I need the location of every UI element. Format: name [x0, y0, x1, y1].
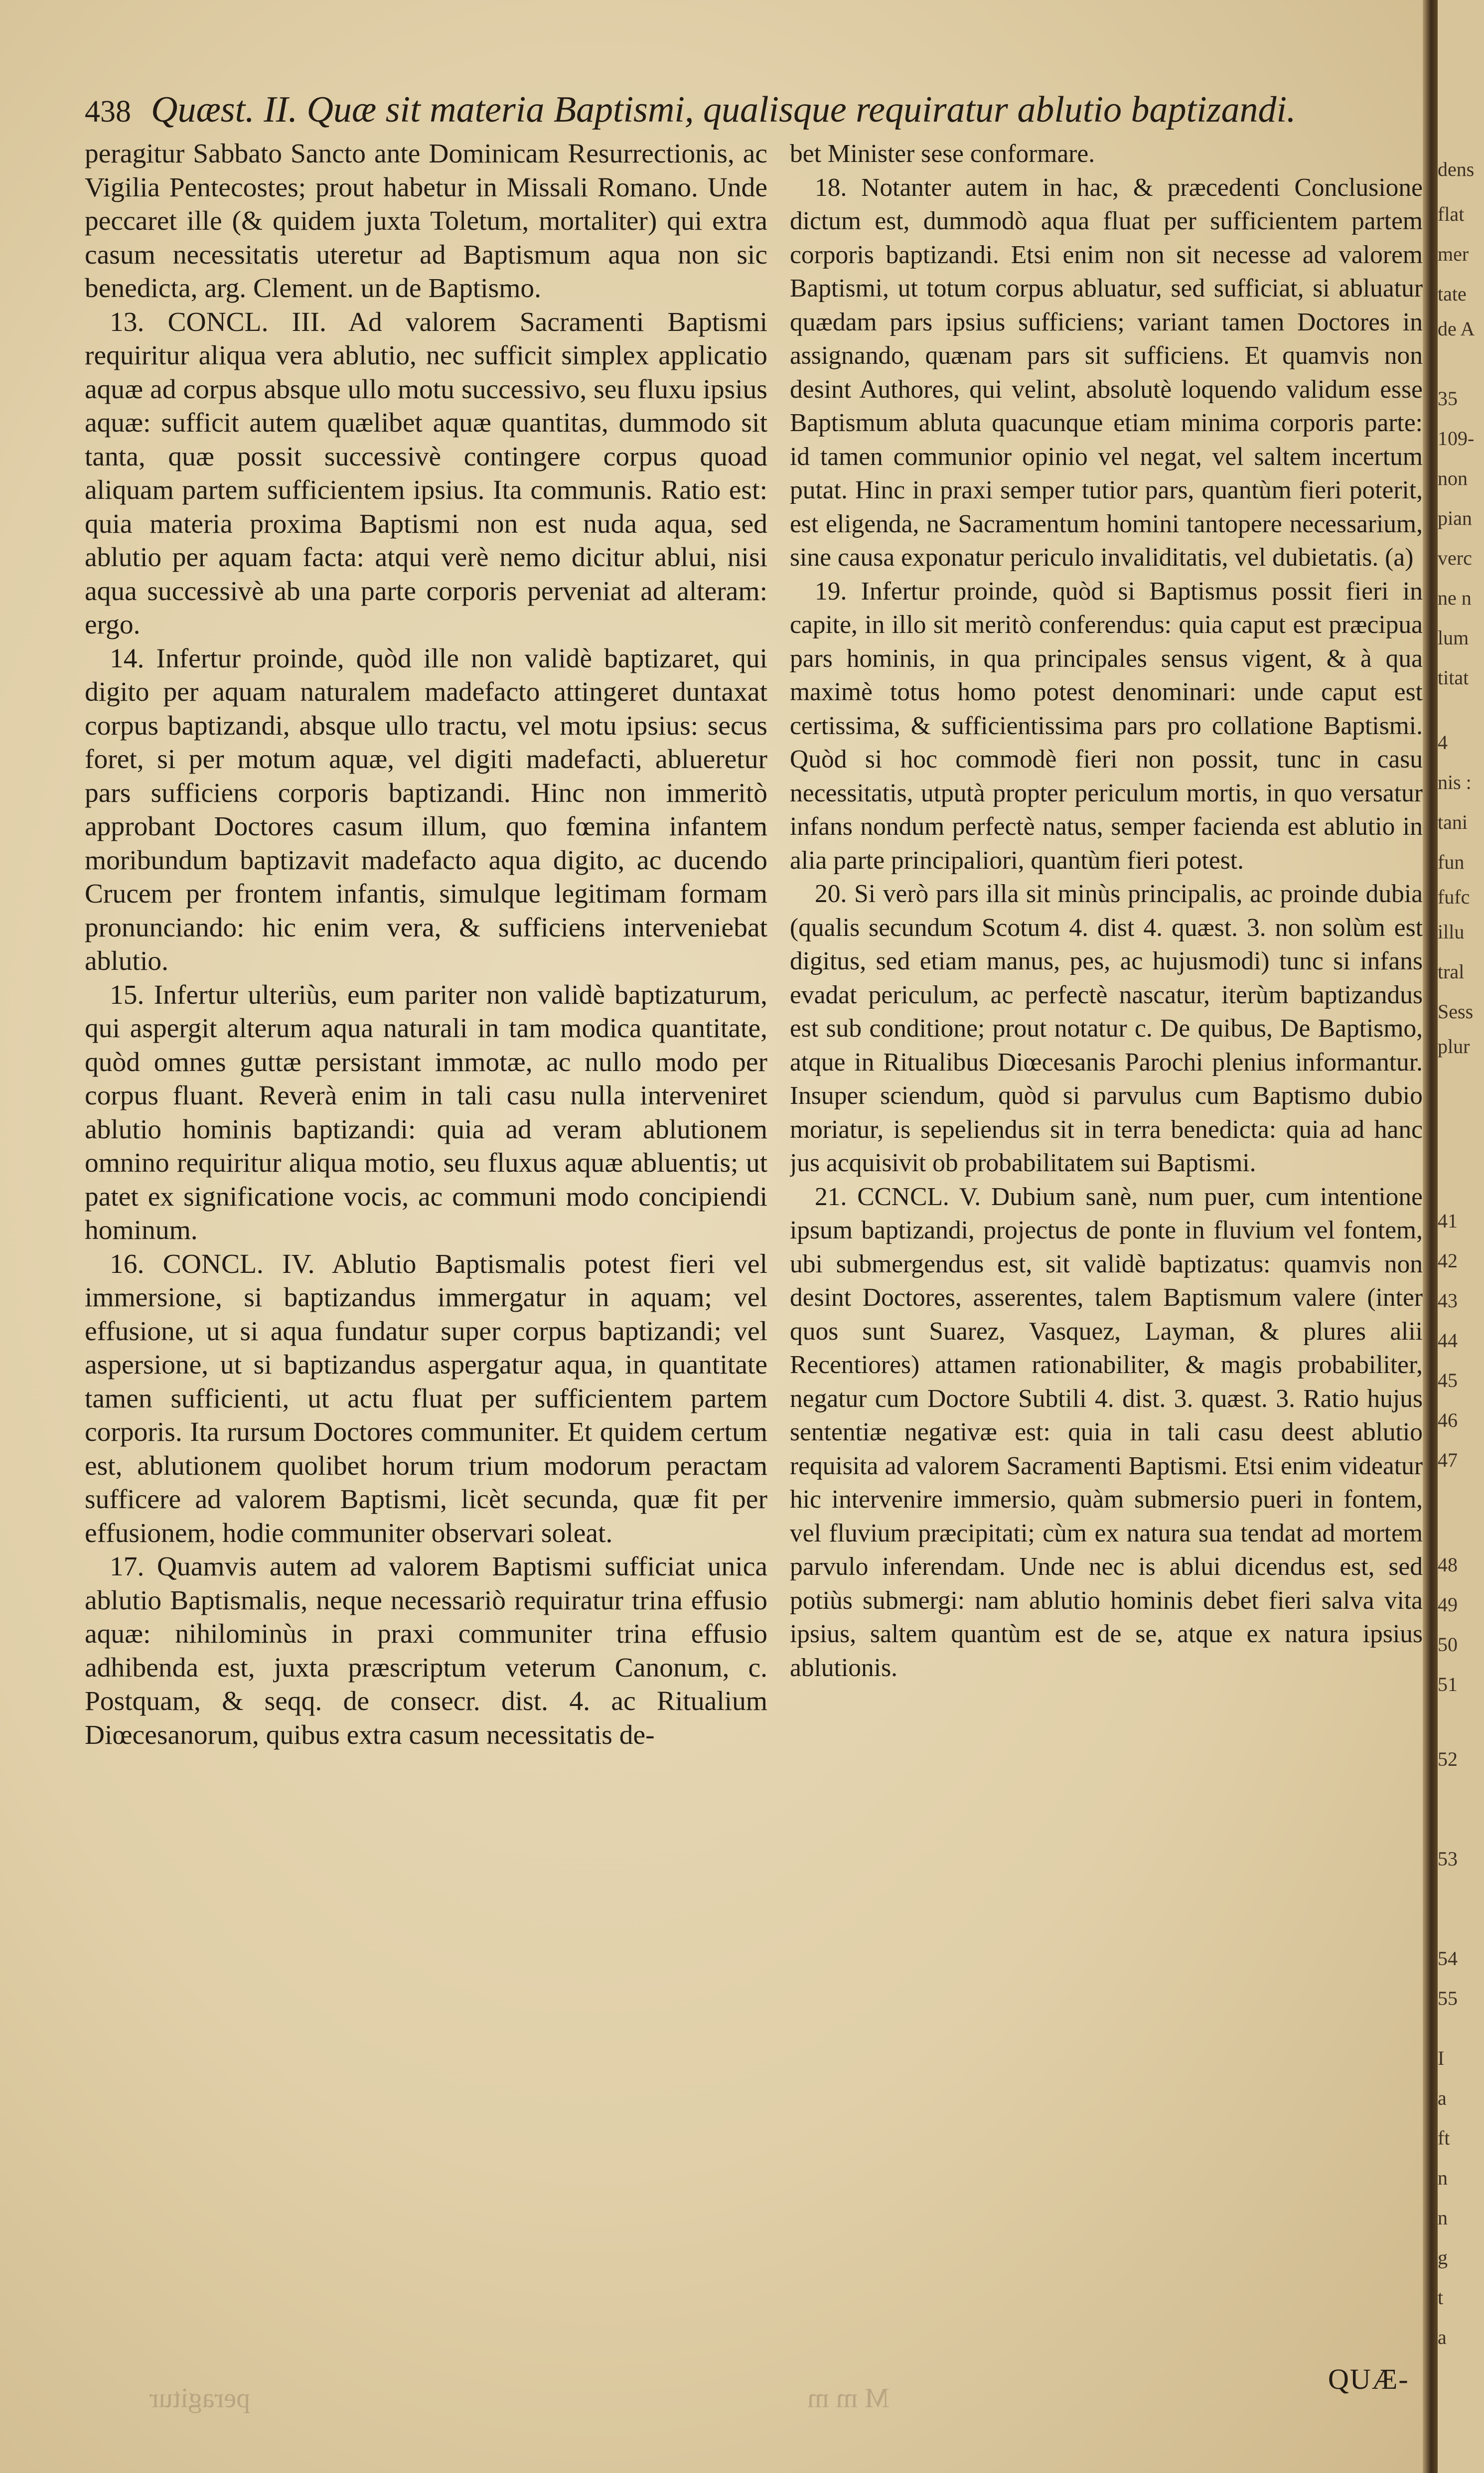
adjacent-page-fragment: plur — [1438, 1035, 1470, 1058]
left-column-paragraph: 14. Infertur proinde, quòd ille non validè baptizaret, qui digito per aquam naturalem madefacto attingeret duntaxat corpus baptizandi, absque ullo tractu, vel motu ipsius: secus foret, si per motum aquæ, vel digiti madefacti, ablueretur pars sufficiens corporis baptizandi. Hinc non immeritò approbant Doctores casum illum, quo fœmina infantem moribundum baptizavit madefacto aqua digito, ac ducendo Crucem per frontem infantis, simulque legitimam formam pronunciando: hic enim vera, & sufficiens interveniebat ablutio. — [85, 643, 767, 976]
adjacent-page-fragment: 42 — [1438, 1249, 1458, 1272]
adjacent-page-fragment: 53 — [1438, 1848, 1458, 1870]
adjacent-page-fragment: non — [1438, 467, 1468, 489]
adjacent-page-fragment: fun — [1438, 851, 1465, 873]
left-column-paragraph: 15. Infertur ulteriùs, eum pariter non validè baptizaturum, qui aspergit alterum aqua naturali in tam modica quantitate, quòd omnes guttæ persistant immotæ, ac nullo modo per corpus fluant. Reverà enim in tali casu nulla interveniret ablutio hominis baptizandi: quia ad veram ablutionem omnino requiritur aliqua motio, seu fluxus aquæ abluentis; ut patet ex significatione vocis, ac communi modo concipiendi hominum. — [85, 979, 767, 1245]
adjacent-page-fragment: g — [1438, 2246, 1448, 2269]
adjacent-page-fragment: 52 — [1438, 1748, 1458, 1770]
left-column — [85, 137, 767, 2345]
catchword: QUÆ- — [1328, 2363, 1409, 2395]
adjacent-page-fragment: 48 — [1438, 1553, 1458, 1576]
adjacent-page-fragment: a — [1438, 2087, 1447, 2109]
right-column-paragraph: bet Minister sese conformare. — [790, 140, 1095, 168]
bleed-through-text: M m m — [807, 2383, 890, 2414]
adjacent-page-fragment: 44 — [1438, 1329, 1458, 1352]
adjacent-page-fragment: a — [1438, 2326, 1447, 2348]
adjacent-page-fragment: titat — [1438, 666, 1469, 689]
adjacent-page-fragment: t — [1438, 2286, 1444, 2309]
adjacent-page-edge — [1438, 0, 1484, 2473]
right-column-paragraph: 21. CCNCL. V. Dubium sanè, num puer, cum intentione ipsum baptizandi, projectus de ponte in fluvium vel fontem, ubi submergendus est, sit validè baptizatus: quamvis non desint Doctores, asserentes, talem Baptismum valere (inter quos sunt Suarez, Vasquez, Layman, & plures alii Recentiores) attamen rationabiliter, & magis probabiliter, negatur cum Doctore Subtili 4. dist. 3. quæst. 3. Ratio hujus sententiæ negativæ est: quia in tali casu deest ablutio requisita ad valorem Sacramenti Baptismi. Etsi enim videatur hic intervenire immersio, quàm submersio pueri in fontem, vel fluvium præcipitati; cùm ex natura sua tendat ad mortem parvulo inferendam. Unde nec is ablui dicendus est, sed potiùs submergi: nam ablutio hominis debet fieri salva vita ipsius, saltem quantùm est de se, atque ex natura ipsius ablutionis. — [790, 1182, 1423, 1682]
adjacent-page-fragment: 46 — [1438, 1409, 1458, 1431]
adjacent-page-fragment: illu — [1438, 921, 1465, 943]
left-column-paragraph: 16. CONCL. IV. Ablutio Baptismalis potest fieri vel immersione, si baptizandus immergatur in aquam; vel effusione, ut si aqua fundatur super corpus baptizandi; vel aspersione, ut si baptizandus aspergatur aqua, in quantitate tamen sufficienti, ut actu fluat per sufficientem partem corporis. Ita rursum Doctores communiter. Et quidem certum est, ablutionem quolibet horum trium modorum peractam sufficere ad valorem Baptismi, licèt secunda, quæ fit per effusionem, hodie communiter observari soleat. — [85, 1248, 767, 1548]
adjacent-page-fragment: 54 — [1438, 1947, 1458, 1970]
adjacent-page-fragment: flat — [1438, 203, 1465, 225]
running-title: Quæst. II. Quæ sit materia Baptismi, qualisque requiratur ablutio baptizandi. — [151, 89, 1296, 130]
adjacent-page-fragment: lum — [1438, 626, 1469, 649]
adjacent-page-fragment: tani — [1438, 811, 1468, 833]
right-column-paragraph: 20. Si verò pars illa sit minùs principalis, ac proinde dubia (qualis secundum Scotum 4. dist 4. quæst. 3. non solùm est digitus, sed etiam manus, pes, ac hujusmodi) tunc si infans evadat periculum, ac perfectè nascatur, iterùm baptizandus est sub conditione; prout notatur c. De quibus, De Baptismo, atque in Ritualibus Diœcesanis Parochi plenius informantur. Insuper sciendum, quòd si parvulus cum Baptismo dubio moriatur, is sepeliendus sit in terra benedicta: quia ad hanc jus acquisivit ob probabilitatem sui Baptismi. — [790, 880, 1423, 1177]
adjacent-page-fragment: nis : — [1438, 771, 1472, 793]
adjacent-page-fragment: 45 — [1438, 1369, 1458, 1391]
adjacent-page-fragment: 109- — [1438, 427, 1475, 450]
adjacent-page-fragment: 4 — [1438, 731, 1448, 754]
left-column-paragraph: 13. CONCL. III. Ad valorem Sacramenti Baptismi requiritur aliqua vera ablutio, nec sufficit simplex applicatio aquæ ad corpus absque ullo motu successivo, seu fluxu ipsius aquæ: sufficit autem quælibet aquæ quantitas, dummodo sit tanta, quæ possit successivè contingere corpus quoad aliquam partem sufficientem ipsius. Ita communis. Ratio est: quia materia proxima Baptismi non est nuda aqua, sed ablutio per aquam facta: atqui verè nemo dicitur ablui, nisi aqua successivè ab una parte corporis perveniat ad alteram: ergo. — [85, 307, 767, 640]
right-column-paragraph: 19. Infertur proinde, quòd si Baptismus possit fieri in capite, in illo sit meritò conferendus: quia caput est præcipua pars hominis, in qua principales sensus vigent, & à qua maximè totus homo potest denominari: unde caput est certissima, & sufficientissima pars pro collatione Baptismi. Quòd si hoc commodè fieri non possit, tunc in casu necessitatis, utputà propter periculum mortis, in quo versatur infans nondum perfectè natus, semper facienda est ablutio in alia parte principaliori, quantùm fieri potest. — [790, 577, 1423, 875]
adjacent-page-fragment: 41 — [1438, 1210, 1458, 1232]
bleed-through-text: peragitur — [149, 2383, 251, 2414]
adjacent-page-fragment: 50 — [1438, 1633, 1458, 1656]
page-number: 438 — [85, 95, 131, 129]
adjacent-page-fragment: I — [1438, 2047, 1445, 2069]
adjacent-page-fragment: ne n — [1438, 587, 1472, 609]
adjacent-page-fragment: 51 — [1438, 1673, 1458, 1696]
adjacent-page-fragment: Sess — [1438, 1000, 1474, 1023]
adjacent-page-fragment: n — [1438, 2166, 1448, 2189]
adjacent-page-fragment: 49 — [1438, 1593, 1458, 1616]
book-spine — [1423, 0, 1438, 2473]
adjacent-page-fragment: 55 — [1438, 1987, 1458, 2009]
adjacent-page-fragment: dens — [1438, 158, 1475, 180]
adjacent-page-fragment: 47 — [1438, 1449, 1458, 1471]
running-header — [85, 82, 1415, 137]
adjacent-page-fragment: 35 — [1438, 387, 1458, 410]
adjacent-page-fragment: n — [1438, 2206, 1448, 2229]
left-column-paragraph: 17. Quamvis autem ad valorem Baptismi sufficiat unica ablutio Baptismalis, neque necessariò requiratur trina effusio aquæ: nihilominùs in praxi communiter trina effusio adhibenda est, juxta præscriptum veterum Canonum, c. Postquam, & seqq. de consecr. dist. 4. ac Ritualium Diœcesanorum, quibus extra casum necessitatis de- — [85, 1551, 767, 1750]
right-column — [790, 137, 1423, 2345]
adjacent-page-fragment: mer — [1438, 243, 1469, 265]
adjacent-page-fragment: 43 — [1438, 1289, 1458, 1312]
adjacent-page-fragment: fufc — [1438, 886, 1470, 908]
left-column-paragraph: peragitur Sabbato Sancto ante Dominicam Resurrectionis, ac Vigilia Pentecostes; prout habetur in Missali Romano. Unde peccaret ille (& quidem juxta Toletum, mortaliter) qui extra casum necessitatis uteretur ad Baptismum aqua non sic benedicta, arg. Clement. un de Baptismo. — [85, 139, 767, 304]
adjacent-page-fragment: tate — [1438, 283, 1467, 305]
right-column-paragraph: 18. Notanter autem in hac, & præcedenti Conclusione dictum est, dummodò aqua fluat per sufficientem partem corporis baptizandi. Etsi enim non sit necesse ad valorem Baptismi, ut totum corpus abluatur, sed sufficiat, si abluatur quædam pars ipsius sufficiens; variant tamen Doctores in assignando, quænam pars sit sufficiens. Et quamvis non desint Authores, qui velint, absolutè loquendo validum esse Baptismum abluta quacunque etiam minima corporis parte: id tamen communior opinio vel negat, vel saltem incertum putat. Hinc in praxi semper tutior pars, quantùm fieri poterit, est eligenda, ne Sacramentum homini tantopere necessarium, sine causa exponatur periculo invaliditatis, vel dubietatis. (a) — [790, 173, 1423, 572]
adjacent-page-fragment: verc — [1438, 547, 1472, 569]
adjacent-page-fragment: pian — [1438, 507, 1472, 529]
adjacent-page-fragment: ft — [1438, 2127, 1450, 2149]
adjacent-page-fragment: tral — [1438, 960, 1465, 983]
adjacent-page-fragment: de A — [1438, 317, 1475, 340]
